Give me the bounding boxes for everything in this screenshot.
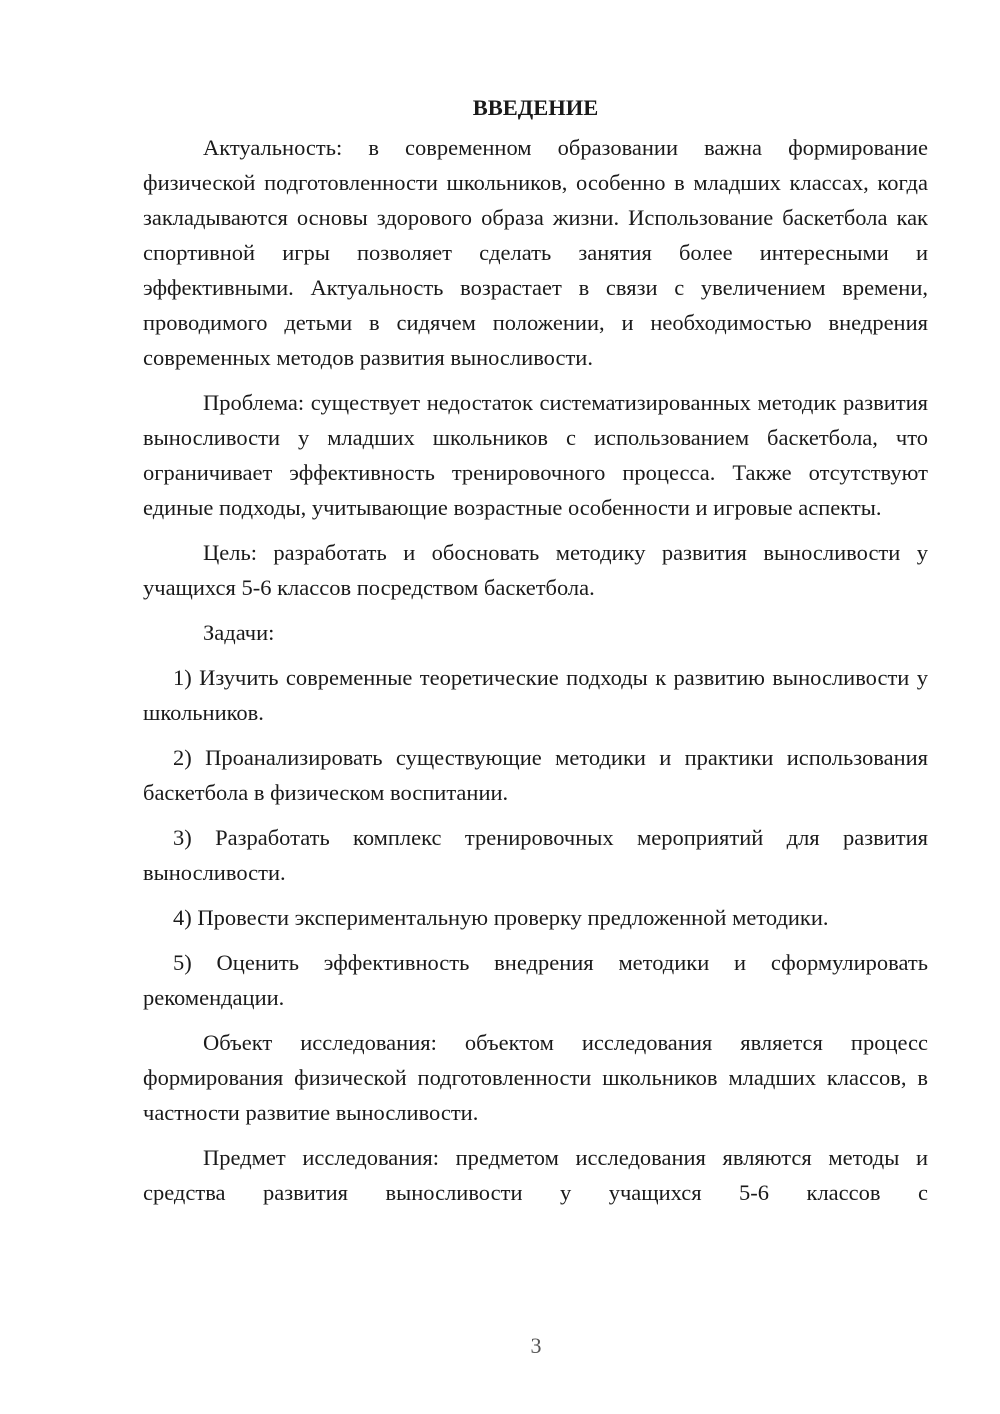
page-content [143,90,928,1210]
tasks-label: Задачи: [203,620,275,645]
paragraph-goal: Цель: разработать и обосновать методику развития выносливости у учащихся 5-6 классов посредством баскетбола. [143,540,928,600]
paragraph-relevance: Актуальность: в современном образовании важна формирование физической подготовленности школьников, особенно в младших классах, когда закладываются основы здорового образа жизни. Использование баскетбола как спортивной игры позволяет сделать занятия более интересными и эффективными. Актуальность возрастает в связи с увеличением времени, проводимого детьми в сидячем положении, и необходимостью внедрения современных методов развития выносливости. [143,135,928,370]
task-item-2: 2) Проанализировать существующие методики и практики использования баскетбола в физическом воспитании. [143,745,928,805]
task-item-1: 1) Изучить современные теоретические подходы к развитию выносливости у школьников. [143,665,928,725]
paragraph-object: Объект исследования: объектом исследования является процесс формирования физической подготовленности школьников младших классов, в частности развитие выносливости. [143,1030,928,1125]
section-heading: ВВЕДЕНИЕ [472,95,599,120]
paragraph-problem: Проблема: существует недостаток систематизированных методик развития выносливости у младших школьников с использованием баскетбола, что ограничивает эффективность тренировочного процесса. Также отсутствуют единые подходы, учитывающие возрастные особенности и игровые аспекты. [143,390,928,520]
paragraph-subject: Предмет исследования: предметом исследования являются методы и средства развития выносливости у учащихся 5-6 классов с [143,1145,928,1205]
task-item-5: 5) Оценить эффективность внедрения методики и сформулировать рекомендации. [143,950,928,1010]
page-number: 3 [530,1333,542,1358]
task-item-4: 4) Провести экспериментальную проверку предложенной методики. [173,905,829,930]
task-item-3: 3) Разработать комплекс тренировочных мероприятий для развития выносливости. [143,825,928,885]
